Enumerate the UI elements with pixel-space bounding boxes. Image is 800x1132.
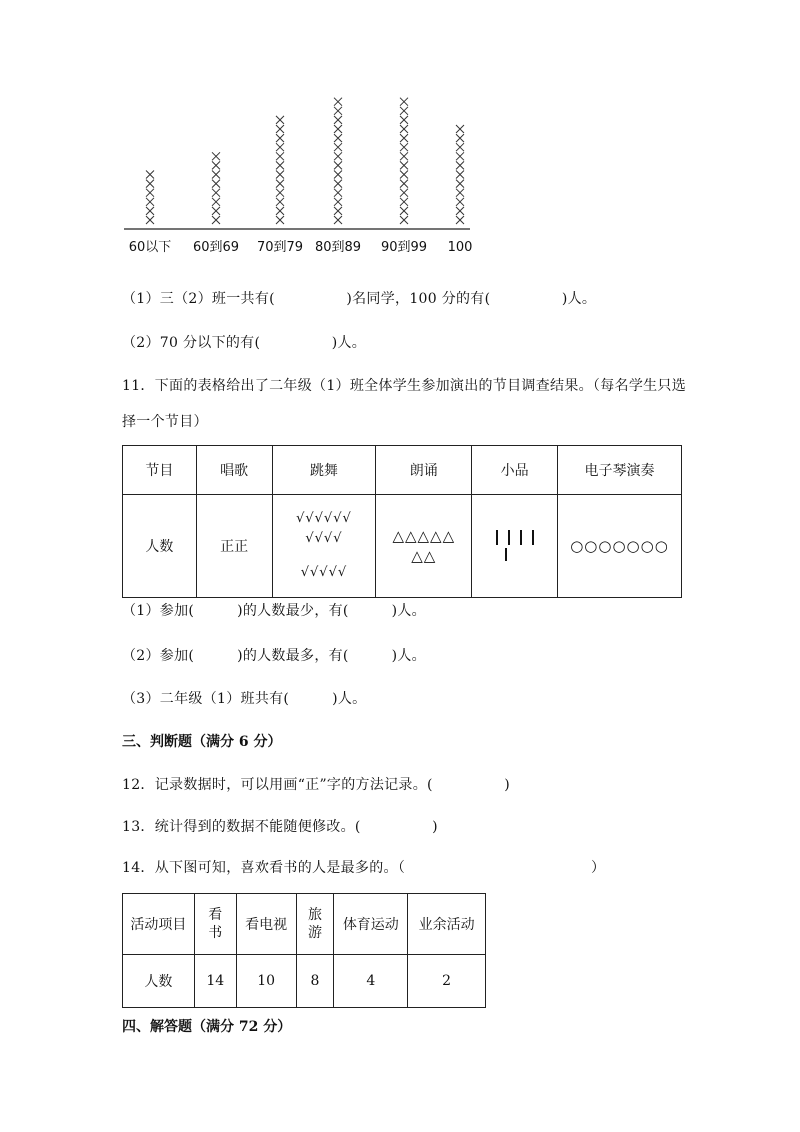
- header-recitation: 朗诵: [376, 446, 472, 495]
- tally-mark: [505, 548, 507, 561]
- category-label: 100: [447, 240, 473, 255]
- q11-stem-line1: 11．下面的表格给出了二年级（1）班全体学生参加演出的节目调查结果。（每名学生只选: [122, 378, 687, 394]
- header-skit: 小品: [472, 446, 558, 495]
- header-leisure: 业余活动: [408, 894, 486, 955]
- x-marker: [212, 198, 220, 206]
- x-marker: [212, 180, 220, 188]
- keyboard-tally: ○○○○○○○: [558, 495, 682, 598]
- x-marker: [276, 152, 284, 160]
- x-marker: [400, 198, 408, 206]
- tally-mark: [496, 530, 498, 545]
- category-label: 70到79: [256, 240, 304, 255]
- header-program: 节目: [123, 446, 197, 495]
- x-marker: [334, 125, 342, 133]
- skit-tally-bottom: [472, 548, 557, 562]
- x-marker: [276, 161, 284, 169]
- header-sports: 体育运动: [334, 894, 408, 955]
- x-marker: [456, 180, 464, 188]
- score-dot-plot: [0, 0, 800, 265]
- header-dance: 跳舞: [272, 446, 376, 495]
- x-marker: [212, 152, 220, 160]
- x-marker: [400, 107, 408, 115]
- q11-sub1: （1）参加( )的人数最少，有( )人。: [122, 603, 426, 619]
- x-marker: [146, 180, 154, 188]
- section4-title: 四、解答题（满分 72 分）: [122, 1019, 292, 1035]
- x-marker: [334, 189, 342, 197]
- x-marker: [276, 116, 284, 124]
- x-marker: [146, 189, 154, 197]
- x-marker: [334, 98, 342, 106]
- x-marker: [276, 189, 284, 197]
- x-marker: [334, 134, 342, 142]
- x-marker: [334, 198, 342, 206]
- q10-sub1: （1）三（2）班一共有( )名同学，100 分的有( )人。: [122, 291, 597, 307]
- value-leisure: 2: [408, 955, 486, 1008]
- q10-sub2: （2）70 分以下的有( )人。: [122, 335, 367, 351]
- x-marker: [212, 161, 220, 169]
- header-keyboard: 电子琴演奏: [558, 446, 682, 495]
- header-tv: 看电视: [236, 894, 296, 955]
- x-marker: [276, 198, 284, 206]
- x-marker: [334, 116, 342, 124]
- category-label: 60以下: [128, 240, 172, 255]
- value-travel: 8: [296, 955, 334, 1008]
- x-marker: [334, 143, 342, 151]
- recitation-tally: [376, 495, 472, 598]
- x-marker: [212, 171, 220, 179]
- x-marker: [146, 207, 154, 215]
- x-marker: [400, 171, 408, 179]
- x-marker: [276, 171, 284, 179]
- header-singing: 唱歌: [196, 446, 272, 495]
- value-reading: 14: [194, 955, 236, 1008]
- header-activity: 活动项目: [123, 894, 195, 955]
- x-marker: [400, 134, 408, 142]
- dance-line2: √√√√: [305, 531, 343, 546]
- value-tv: 10: [236, 955, 296, 1008]
- x-marker: [456, 143, 464, 151]
- q13: 13．统计得到的数据不能随便修改。( ): [122, 819, 438, 835]
- x-marker: [276, 143, 284, 151]
- x-marker: [334, 107, 342, 115]
- q11-sub2: （2）参加( )的人数最多，有( )人。: [122, 648, 426, 664]
- category-label: 90到99: [380, 240, 428, 255]
- x-marker: [400, 143, 408, 151]
- skit-tally-top: [472, 530, 557, 548]
- q11-sub3: （3）二年级（1）班共有( )人。: [122, 691, 367, 707]
- value-sports: 4: [334, 955, 408, 1008]
- x-marker: [334, 152, 342, 160]
- x-marker: [276, 180, 284, 188]
- x-marker: [212, 207, 220, 215]
- x-marker: [456, 189, 464, 197]
- x-marker: [334, 207, 342, 215]
- x-marker: [334, 180, 342, 188]
- x-marker: [146, 198, 154, 206]
- dance-tally: [272, 495, 376, 598]
- x-marker: [334, 171, 342, 179]
- dance-line1: √√√√√√: [296, 511, 352, 526]
- x-marker: [334, 161, 342, 169]
- x-marker: [276, 134, 284, 142]
- x-marker: [400, 116, 408, 124]
- x-marker: [146, 171, 154, 179]
- x-marker: [276, 207, 284, 215]
- x-marker: [400, 98, 408, 106]
- x-marker: [212, 189, 220, 197]
- q11-stem-line2: 择一个节目）: [122, 414, 208, 430]
- tally-mark: [532, 530, 534, 545]
- x-marker: [456, 198, 464, 206]
- x-marker: [400, 207, 408, 215]
- section3-title: 三、判断题（满分 6 分）: [122, 734, 282, 750]
- category-label: 80到89: [314, 240, 362, 255]
- x-marker: [456, 207, 464, 215]
- x-marker: [456, 171, 464, 179]
- header-travel: 旅游: [296, 894, 334, 955]
- x-marker: [400, 189, 408, 197]
- x-marker: [276, 125, 284, 133]
- x-marker: [400, 180, 408, 188]
- activity-table: [122, 893, 486, 1008]
- x-marker: [400, 152, 408, 160]
- x-marker: [400, 161, 408, 169]
- tally-mark: [520, 530, 522, 545]
- x-marker: [456, 216, 464, 224]
- singing-tally: 正正: [196, 495, 272, 598]
- x-marker: [400, 216, 408, 224]
- dance-line3: √√√√√: [300, 565, 348, 580]
- row-label-count: 人数: [123, 955, 195, 1008]
- row-label-count: 人数: [123, 495, 197, 598]
- x-marker: [456, 125, 464, 133]
- header-reading: 看书: [194, 894, 236, 955]
- x-marker: [212, 216, 220, 224]
- x-marker: [456, 152, 464, 160]
- x-marker: [334, 216, 342, 224]
- performance-survey-table: [122, 445, 682, 598]
- category-label: 60到69: [192, 240, 240, 255]
- recite-line2: △△: [411, 547, 437, 565]
- q14: 14．从下图可知，喜欢看书的人是最多的。（ ）: [122, 860, 606, 876]
- x-marker: [456, 134, 464, 142]
- q12: 12．记录数据时，可以用画“正”字的方法记录。( ): [122, 777, 511, 793]
- x-marker: [456, 161, 464, 169]
- x-marker: [146, 216, 154, 224]
- x-marker: [276, 216, 284, 224]
- tally-mark: [508, 530, 510, 545]
- skit-tally: [472, 495, 558, 598]
- recite-line1: △△△△△: [392, 527, 456, 545]
- x-marker: [400, 125, 408, 133]
